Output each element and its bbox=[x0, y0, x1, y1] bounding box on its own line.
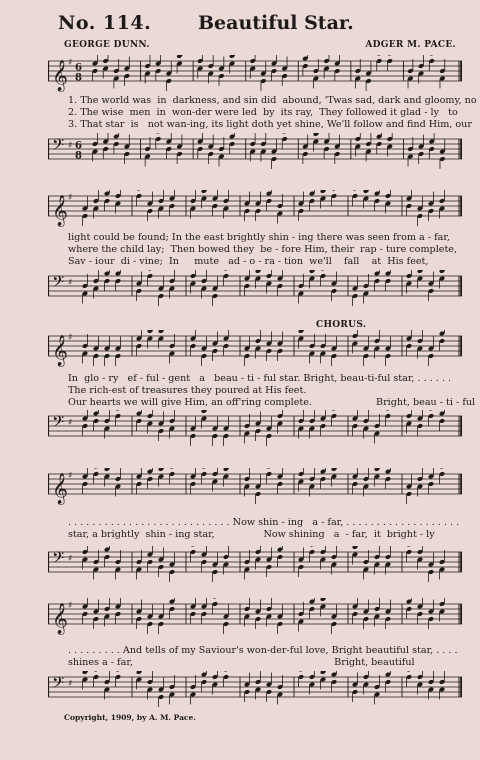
svg-text:♯: ♯ bbox=[68, 554, 73, 564]
treble-staff-4 bbox=[48, 468, 462, 508]
svg-text:𝄢: 𝄢 bbox=[52, 273, 65, 295]
lyric-line: light could be found; In the east brightly shin - ing there was seen from a - far, bbox=[68, 232, 450, 243]
svg-text:♯: ♯ bbox=[68, 679, 73, 689]
svg-text:6: 6 bbox=[75, 140, 82, 152]
treble-staff-2 bbox=[48, 190, 462, 230]
treble-staff-1 bbox=[48, 55, 462, 95]
svg-text:♯: ♯ bbox=[68, 418, 73, 428]
lyric-line: star, a brightly shin - ing star, Now shining a - far, it bright - ly bbox=[68, 529, 435, 540]
svg-text:6: 6 bbox=[75, 62, 82, 74]
bass-staff-4 bbox=[48, 546, 462, 586]
svg-text:♯: ♯ bbox=[68, 141, 73, 151]
lyric-line: where the child lay; Then bowed they be - fore Him, their rap - ture complete, bbox=[68, 244, 458, 255]
copyright-notice: Copyright, 1909, by A. M. Pace. bbox=[64, 713, 196, 722]
svg-text:♯: ♯ bbox=[68, 601, 73, 611]
chorus-label: CHORUS. bbox=[316, 320, 367, 330]
svg-text:𝄢: 𝄢 bbox=[52, 136, 65, 158]
lyric-line: 1. The world was in darkness, and sin did abound, 'Twas sad, dark and gloomy, no bbox=[68, 95, 477, 106]
svg-text:8: 8 bbox=[75, 150, 82, 162]
lyric-line: 3. That star is not wan-ing, its light doth yet shine, We'll follow and find Him, our bbox=[68, 119, 472, 130]
svg-text:𝄢: 𝄢 bbox=[52, 674, 65, 696]
treble-staff-5 bbox=[48, 598, 462, 638]
svg-text:𝄞: 𝄞 bbox=[52, 60, 68, 91]
lyric-line: 2. The wise men in won-der were led by its ray, They followed it glad - ly to bbox=[68, 107, 458, 118]
composer: ADGER M. PACE. bbox=[365, 40, 456, 50]
svg-text:♯: ♯ bbox=[68, 58, 73, 68]
svg-text:♯: ♯ bbox=[68, 278, 73, 288]
lyric-line: The rich-est of treasures they poured at His feet. bbox=[68, 385, 307, 396]
bass-staff-2 bbox=[48, 270, 462, 310]
bass-staff-1 bbox=[48, 133, 462, 173]
lyric-line: In glo - ry ef - ful - gent a beau - ti - ful star. Bright, beau-ti-ful star, . . . . . . bbox=[68, 373, 452, 384]
lyric-line: . . . . . . . . . . . . . . . . . . . . . . . . . . . Now shin - ing a - far, . . . . . . . . . . . . . . . . . . . bbox=[68, 517, 460, 528]
hymn-header bbox=[48, 10, 460, 36]
credits bbox=[64, 40, 460, 52]
svg-text:♯: ♯ bbox=[68, 193, 73, 203]
bass-staff-3 bbox=[48, 410, 462, 450]
svg-text:𝄢: 𝄢 bbox=[52, 413, 65, 435]
svg-text:♯: ♯ bbox=[68, 333, 73, 343]
hymn-title: Beautiful Star. bbox=[198, 12, 354, 34]
lyric-line: Sav - iour di - vine; In mute ad - o - ra - tion we'll fall at His feet, bbox=[68, 256, 429, 267]
svg-text:𝄢: 𝄢 bbox=[52, 549, 65, 571]
svg-text:♯: ♯ bbox=[68, 471, 73, 481]
hymn-number: No. 114. bbox=[58, 12, 152, 34]
bass-staff-5 bbox=[48, 671, 462, 711]
lyric-line: Our hearts we will give Him, an off'ring complete. Bright, beau - ti - ful bbox=[68, 397, 476, 408]
svg-text:8: 8 bbox=[75, 72, 82, 84]
svg-text:𝄞: 𝄞 bbox=[52, 195, 68, 226]
lyric-line: . . . . . . . . . And tells of my Saviour's won-der-ful love, Bright beautiful star, . . . . bbox=[68, 645, 458, 656]
lyricist: GEORGE DUNN. bbox=[64, 40, 150, 50]
treble-staff-3 bbox=[48, 330, 462, 370]
lyric-line: shines a - far, Bright, beautiful bbox=[68, 657, 415, 668]
svg-text:𝄞: 𝄞 bbox=[52, 335, 68, 366]
svg-text:𝄞: 𝄞 bbox=[52, 473, 68, 504]
svg-text:𝄞: 𝄞 bbox=[52, 603, 68, 634]
